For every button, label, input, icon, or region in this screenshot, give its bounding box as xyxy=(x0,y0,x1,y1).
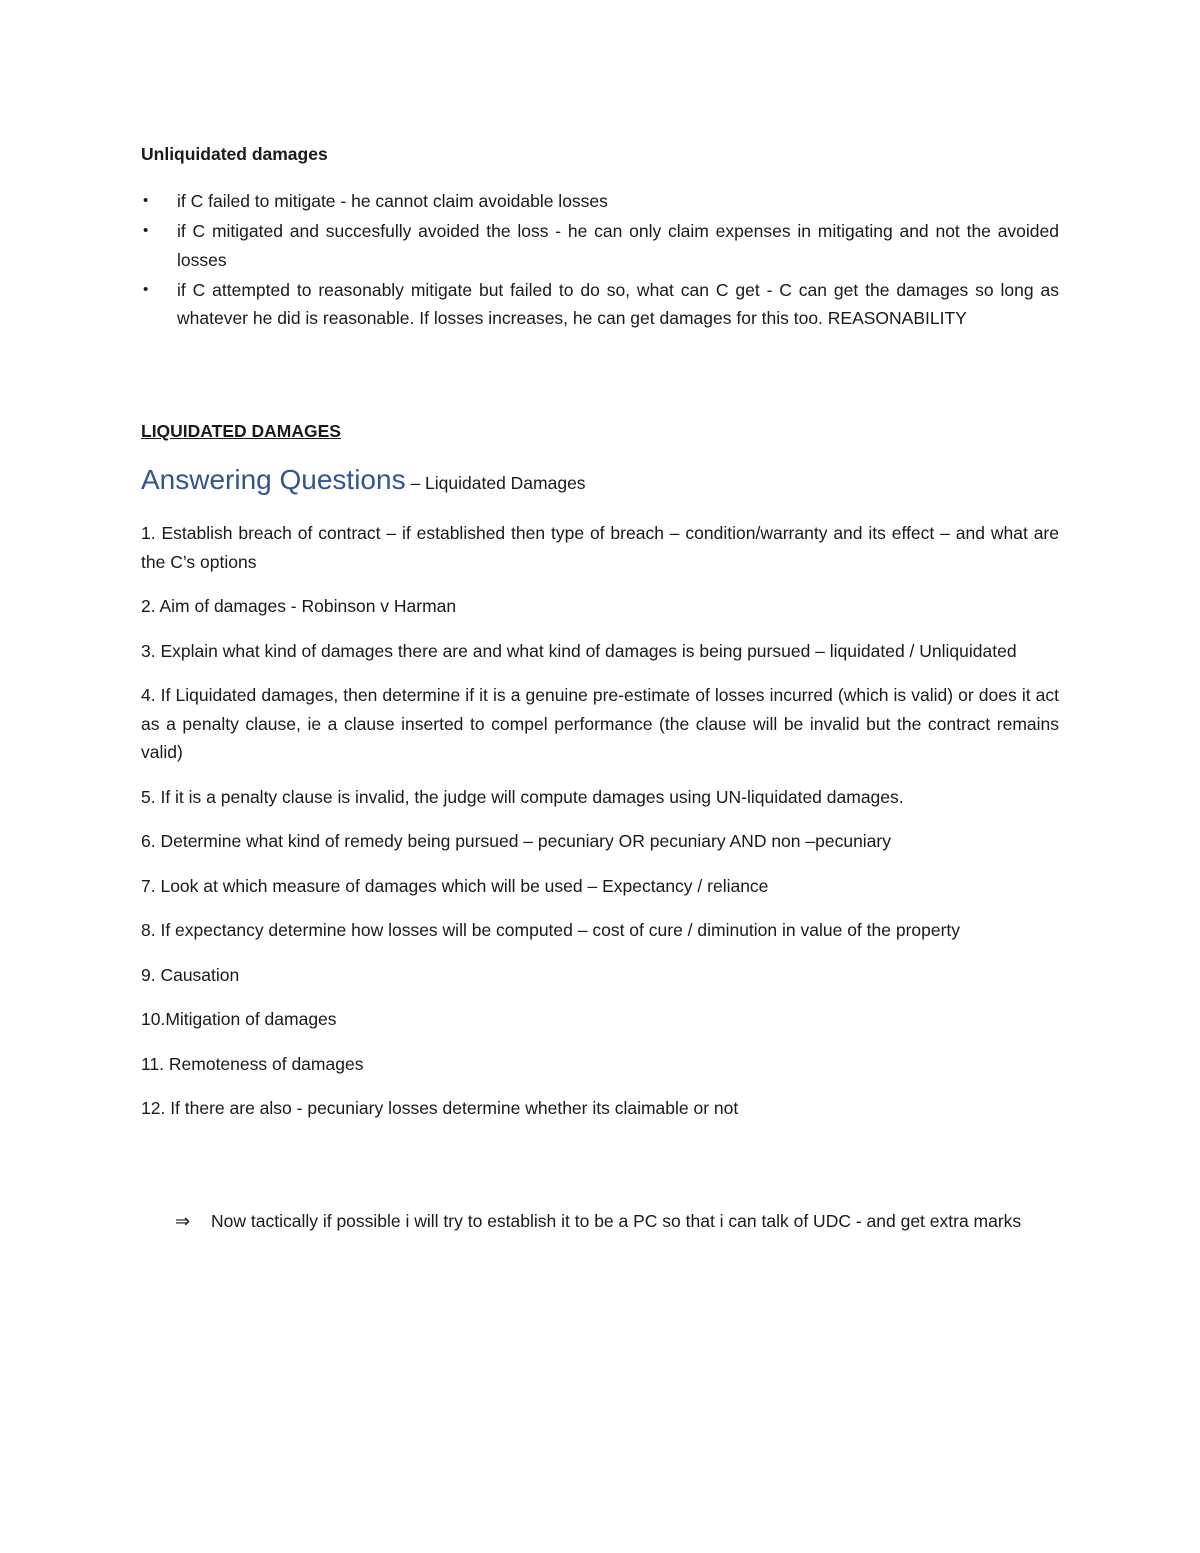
tactical-note xyxy=(175,1207,1059,1236)
bullet-text: if C failed to mitigate - he cannot claim avoidable losses xyxy=(177,191,608,211)
heading-liquidated-damages: LIQUIDATED DAMAGES xyxy=(141,421,341,441)
bullet-icon: • xyxy=(143,222,149,239)
steps-list xyxy=(141,519,1059,1139)
bullet-text: if C attempted to reasonably mitigate but failed to do so, what can C get - C can get the damages so long as whatever he did is reasonable. If losses increases, he can get damages for this too. REASONABILITY xyxy=(177,279,1059,328)
bullet-text: if C mitigated and succesfully avoided the loss - he can only claim expenses in mitigating and not the avoided losses xyxy=(177,221,1059,270)
step-7: 7. Look at which measure of damages which will be used – Expectancy / reliance xyxy=(141,875,769,896)
list-item xyxy=(141,187,1059,216)
step-10: 10.Mitigation of damages xyxy=(141,1009,337,1029)
tactical-note-text: Now tactically if possible i will try to establish it to be a PC so that i can talk of UDC - and get extra marks xyxy=(211,1211,1022,1231)
bullet-icon: • xyxy=(143,192,149,209)
step-4: 4. If Liquidated damages, then determine if it is a genuine pre-estimate of losses incurred (which is valid) or does it act as a penalty clause, ie a clause inserted to compel performance (the clause will be invalid but the contract remains valid) xyxy=(141,685,1059,762)
step-2: 2. Aim of damages - Robinson v Harman xyxy=(141,596,457,616)
list-item xyxy=(141,217,1059,274)
heading-unliquidated-damages: Unliquidated damages xyxy=(141,144,328,164)
step-5: 5. If it is a penalty clause is invalid, the judge will compute damages using UN-liquidated damages. xyxy=(141,786,904,807)
step-6: 6. Determine what kind of remedy being pursued – pecuniary OR pecuniary AND non –pecuniary xyxy=(141,831,891,851)
step-12: 12. If there are also - pecuniary losses determine whether its claimable or not xyxy=(141,1098,739,1118)
step-9: 9. Causation xyxy=(141,964,240,985)
step-8: 8. If expectancy determine how losses will be computed – cost of cure / diminution in value of the property xyxy=(141,920,961,940)
step-11: 11. Remoteness of damages xyxy=(141,1053,364,1074)
step-1: 1. Establish breach of contract – if established then type of breach – condition/warranty and its effect – and what are the C’s options xyxy=(141,523,1059,572)
answering-questions-heading xyxy=(141,464,586,496)
double-arrow-icon: ⇒ xyxy=(175,1211,191,1231)
answering-questions-subtitle: – Liquidated Damages xyxy=(405,473,586,493)
answering-questions-title: Answering Questions xyxy=(141,464,406,495)
step-3: 3. Explain what kind of damages there are and what kind of damages is being pursued – liquidated / Unliquidated xyxy=(141,640,1017,661)
list-item xyxy=(141,276,1059,333)
bullet-icon: • xyxy=(143,280,149,298)
bullet-list xyxy=(141,187,1059,334)
